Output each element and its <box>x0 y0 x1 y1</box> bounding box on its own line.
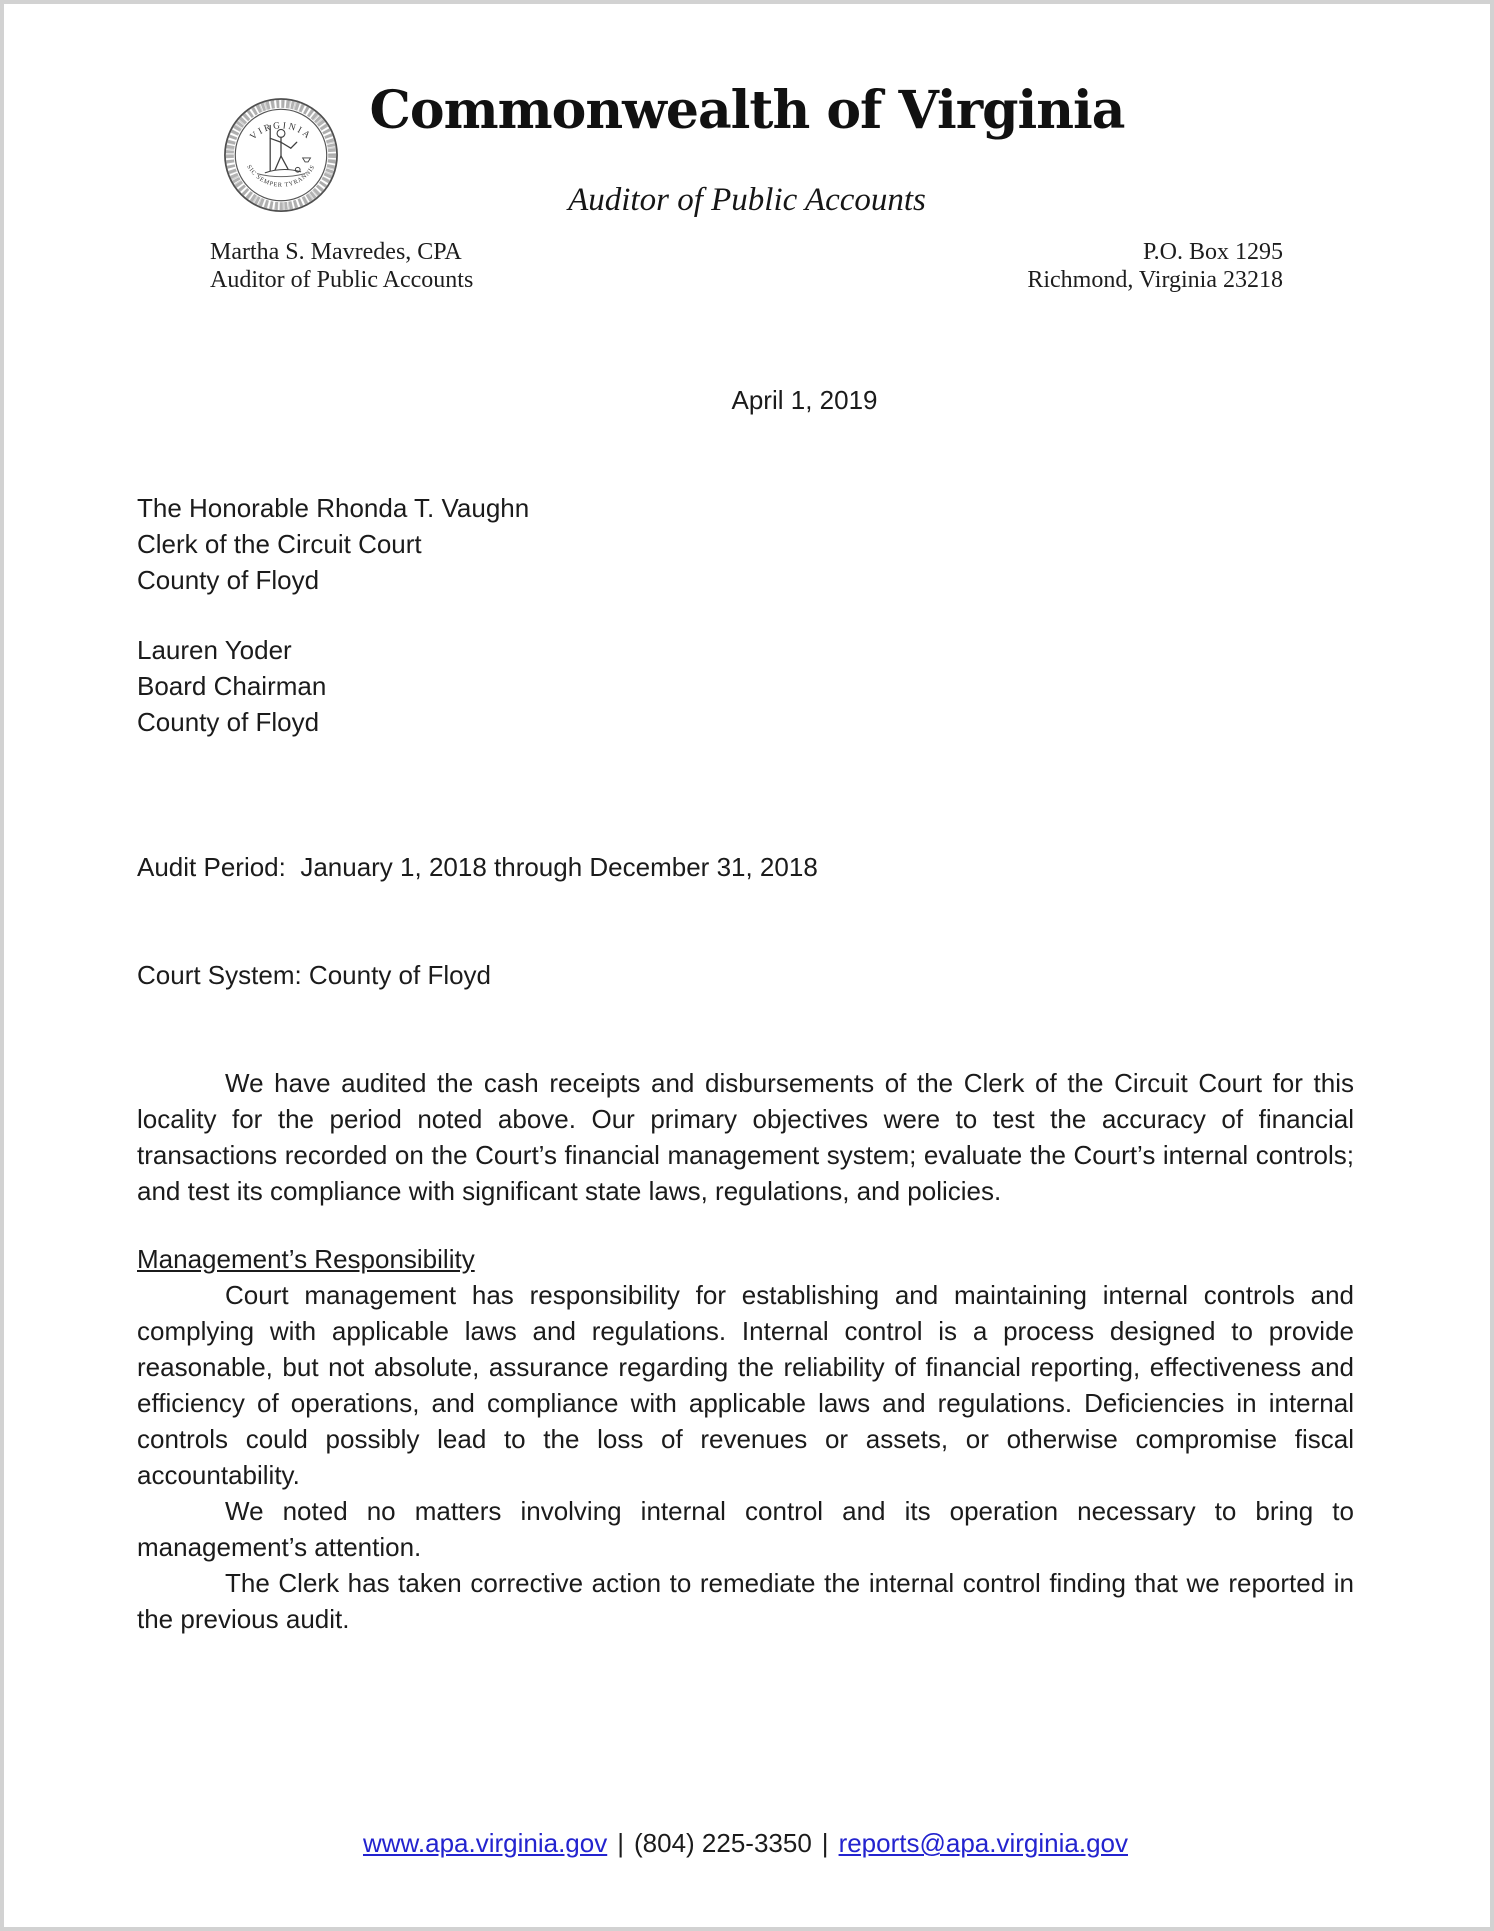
po-box: P.O. Box 1295 <box>1142 239 1283 265</box>
website-link[interactable]: www.apa.virginia.gov <box>362 1828 608 1858</box>
recipient-name: The Honorable Rhonda T. Vaughn <box>137 493 530 523</box>
section-heading-managements-responsibility: Management’s Responsibility <box>137 1244 475 1274</box>
recipient-block-clerk <box>137 490 1354 598</box>
body-paragraph-internal-control: Court management has responsibility for establishing and maintaining internal controls and complying with applicable laws and regulations. Internal control is a process designed to provide reasonable, but not absolute, assurance regarding the reliability of financial reporting, effectiveness and efficiency of operations, and compliance with applicable laws and regulations. Deficiencies in internal controls could possibly lead to the loss of revenues or assets, or otherwise compromise fiscal accountability. <box>137 1280 1354 1490</box>
body-paragraph-no-matters: We noted no matters involving internal control and its operation necessary to bring to management’s attention. <box>137 1496 1354 1562</box>
recipient-title: Board Chairman <box>137 671 327 701</box>
recipient-block-chairman <box>137 632 1354 740</box>
letterhead-subtitle: Auditor of Public Accounts <box>568 182 926 218</box>
letterhead-title: Commonwealth of Virginia <box>369 80 1125 141</box>
letter-date: April 1, 2019 <box>731 385 878 415</box>
body-paragraph-corrective-action: The Clerk has taken corrective action to remediate the internal control finding that we reported in the previous audit. <box>137 1568 1354 1634</box>
recipient-locality: County of Floyd <box>137 707 320 737</box>
recipient-title: Clerk of the Circuit Court <box>137 529 422 559</box>
court-system-line: Court System: County of Floyd <box>137 960 492 990</box>
recipient-locality: County of Floyd <box>137 565 320 595</box>
city-state-zip: Richmond, Virginia 23218 <box>1027 267 1283 293</box>
footer-separator: | <box>821 1828 829 1858</box>
svg-text:SIC SEMPER TYRANNIS: SIC SEMPER TYRANNIS <box>245 163 317 189</box>
footer-separator: | <box>617 1828 624 1858</box>
body-paragraph-scope: We have audited the cash receipts and disbursements of the Clerk of the Circuit Court for this locality for the period noted above. Our primary objectives were to test the accuracy of financial transactions recorded on the Court’s financial management system; evaluate the Court’s internal controls; and test its compliance with significant state laws, regulations, and policies. <box>137 1068 1354 1206</box>
email-link[interactable]: reports@apa.virginia.gov <box>838 1828 1128 1858</box>
recipient-name: Lauren Yoder <box>137 635 292 665</box>
audit-period-line: Audit Period: January 1, 2018 through December 31, 2018 <box>137 852 818 882</box>
auditor-name: Martha S. Mavredes, CPA <box>210 239 462 265</box>
auditor-title: Auditor of Public Accounts <box>210 267 474 293</box>
svg-text:VIRGINIA: VIRGINIA <box>248 121 314 143</box>
footer-contact <box>137 1825 1354 1861</box>
letter-page <box>4 4 1490 1927</box>
audit-info-block <box>137 777 1354 1065</box>
letter-body <box>137 4 1354 1861</box>
footer-phone: (804) 225-3350 <box>633 1828 812 1858</box>
